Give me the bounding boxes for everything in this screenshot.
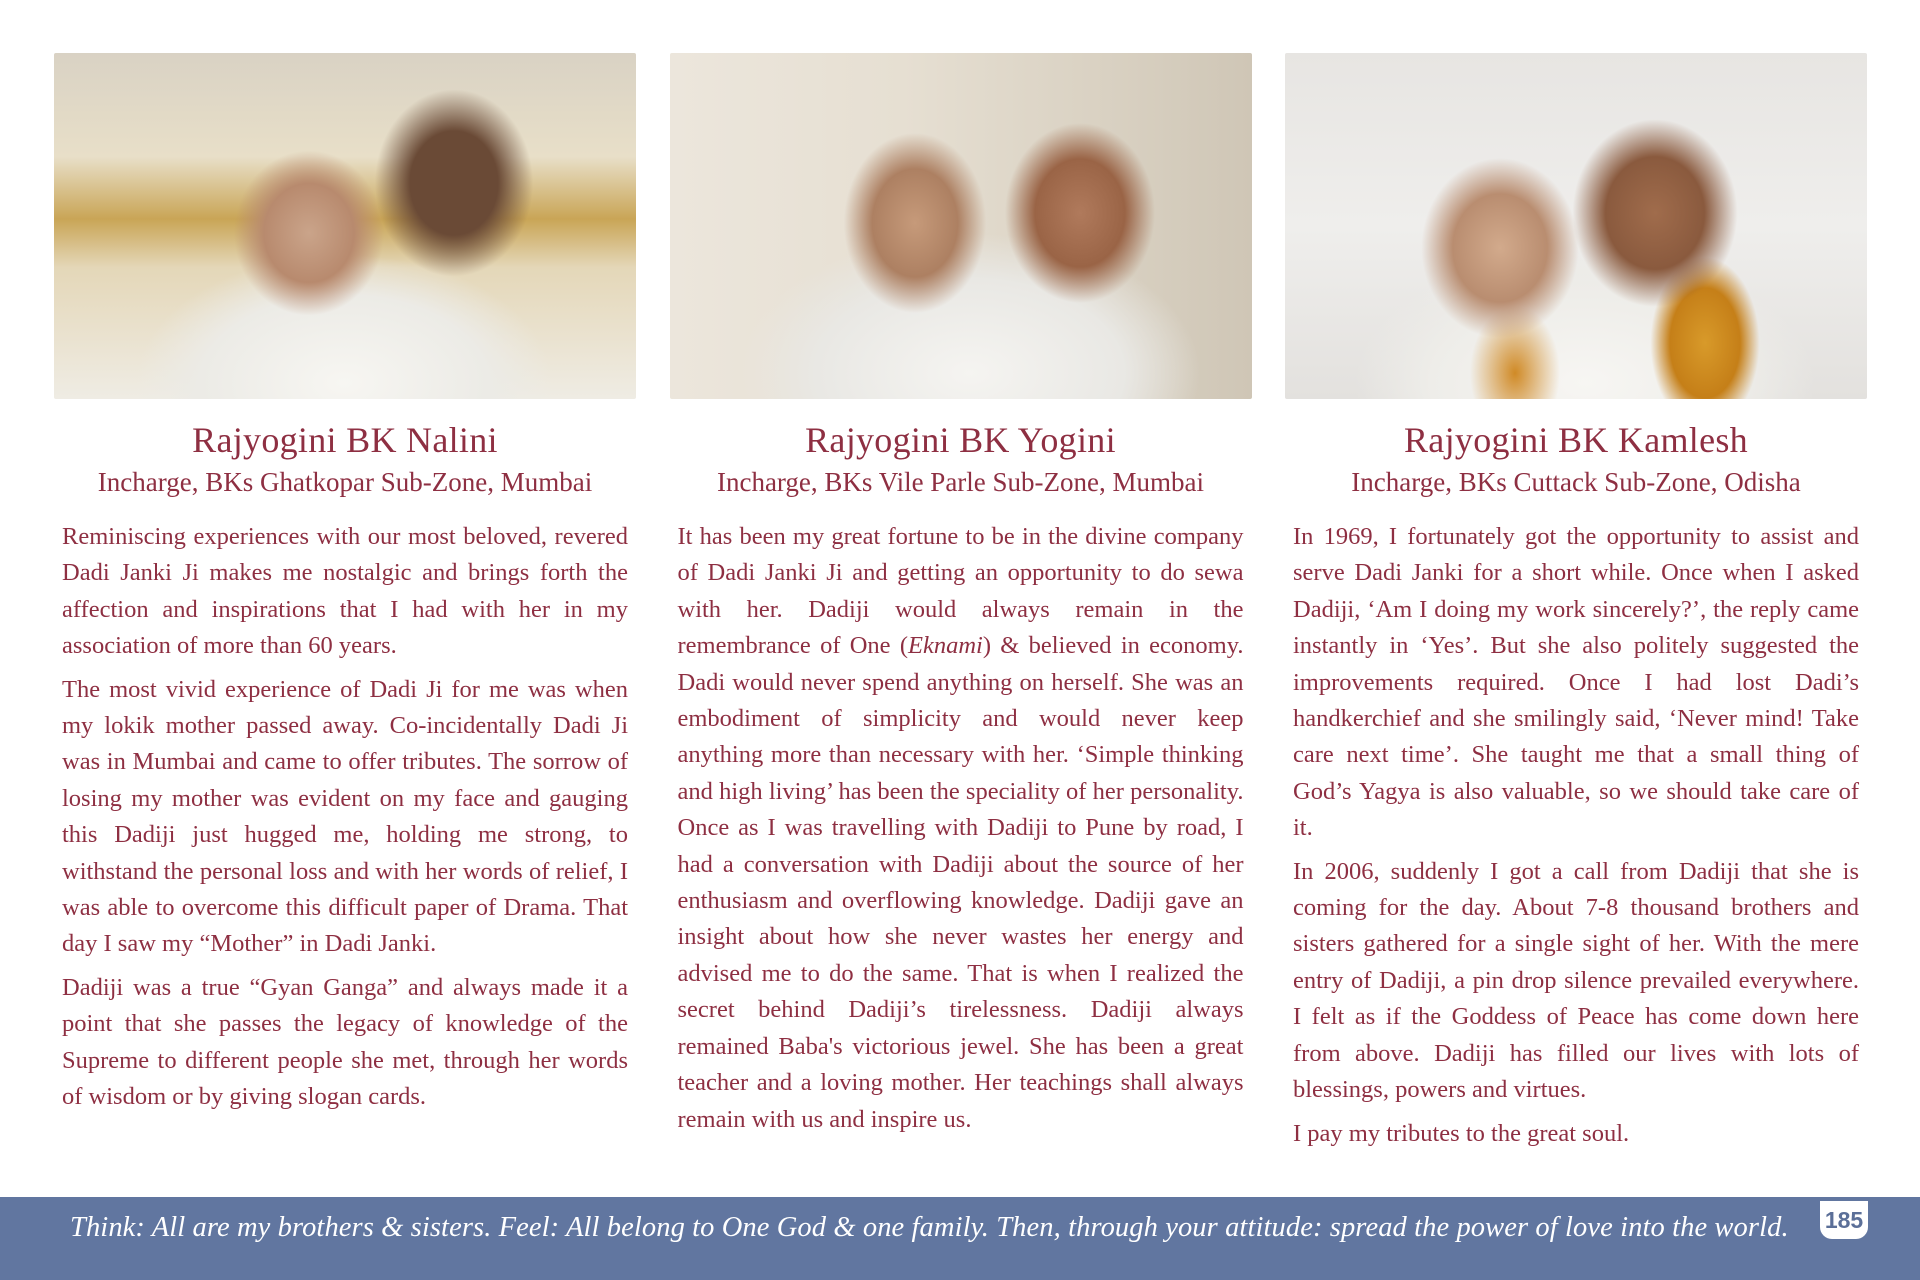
paragraph: The most vivid experience of Dadi Ji for me was when my lokik mother passed away. Co-incidentally Dadi Ji was in Mumbai and came to offer tributes. The sorrow of losing my mother was evident on my face and gauging this Dadiji just hugged me, holding me strong, to withstand the personal loss and with her words of relief, I was able to overcome this difficult paper of Drama. That day I saw my “Mother” in Dadi Janki. — [62, 675, 628, 958]
page-number: 185 — [1820, 1201, 1868, 1239]
paragraph-text: It has been my great fortune to be in the divine company of Dadi Janki Ji and getting an opportunity to do sewa with her. Dadiji would always remain in the remembrance of One ( — [677, 523, 1244, 660]
footer-quote: Think: All are my brothers & sisters. Feel: All belong to One God & one family. Then, through your attitude: spread the power of love into the world. — [70, 1212, 1789, 1243]
article-body — [670, 519, 1252, 1145]
paragraph-text: ) & believed in economy. Dadi would never spend anything on herself. She was an embodiment of simplicity and would never keep anything more than necessary with her. ‘Simple thinking and high living’ has been the speciality of her personality. Once as I was travelling with Dadiji to Pune by road, I had a conversation with Dadiji about the source of her enthusiasm and overflowing knowledge. Dadiji gave an insight about how she never wastes her energy and advised me to do the same. That is when I realized the secret behind Dadiji’s tirelessness. Dadiji always remained Baba's victorious jewel. She has been a great teacher and a loving mother. Her teachings shall always remain with us and inspire us. — [677, 632, 1244, 1133]
paragraph: I pay my tributes to the great soul. — [1293, 1119, 1630, 1147]
article-nalini — [54, 53, 636, 1159]
paragraph: In 1969, I fortunately got the opportunity to assist and serve Dadi Janki for a short while. Once when I asked Dadiji, ‘Am I doing my work sincerely?’, the reply came instantly in ‘Yes’. But she also politely suggested the improvements required. Once I had lost Dadi’s handkerchief and she smilingly said, ‘Never mind! Take care next time’. She taught me that a small thing of God’s Yagya is also valuable, so we should take care of it. — [1293, 523, 1859, 842]
author-role: Incharge, BKs Cuttack Sub-Zone, Odisha — [1351, 467, 1801, 497]
photo-kamlesh-with-dadi-janki — [1285, 53, 1867, 399]
photo-nalini-with-dadi-janki — [54, 53, 636, 399]
paragraph — [678, 519, 1244, 1138]
footer-band — [0, 1197, 1920, 1280]
author-role: Incharge, BKs Ghatkopar Sub-Zone, Mumbai — [97, 467, 593, 497]
paragraph: Dadiji was a true “Gyan Ganga” and always made it a point that she passes the legacy of knowledge of the Supreme to different people she met, through her words of wisdom or by giving slogan cards. — [62, 973, 628, 1111]
author-name: Rajyogini BK Kamlesh — [1404, 420, 1748, 460]
author-name: Rajyogini BK Nalini — [192, 420, 498, 460]
author-name: Rajyogini BK Yogini — [805, 420, 1116, 460]
photo-yogini-with-dadi-janki — [670, 53, 1252, 399]
article-body — [54, 519, 636, 1123]
emphasis-text: Eknami — [907, 632, 983, 660]
author-role: Incharge, BKs Vile Parle Sub-Zone, Mumbai — [716, 467, 1205, 497]
article-yogini — [670, 53, 1252, 1159]
article-body — [1285, 519, 1867, 1159]
paragraph: Reminiscing experiences with our most beloved, revered Dadi Janki Ji makes me nostalgic and brings forth the affection and inspirations that I had with her in my association of more than 60 years. — [62, 523, 628, 660]
article-columns — [54, 53, 1867, 1159]
paragraph: In 2006, suddenly I got a call from Dadiji that she is coming for the day. About 7-8 thousand brothers and sisters gathered for a single sight of her. With the mere entry of Dadiji, a pin drop silence prevailed everywhere. I felt as if the Goddess of Peace has come down here from above. Dadiji has filled our lives with lots of blessings, powers and virtues. — [1293, 857, 1859, 1104]
article-kamlesh — [1285, 53, 1867, 1159]
